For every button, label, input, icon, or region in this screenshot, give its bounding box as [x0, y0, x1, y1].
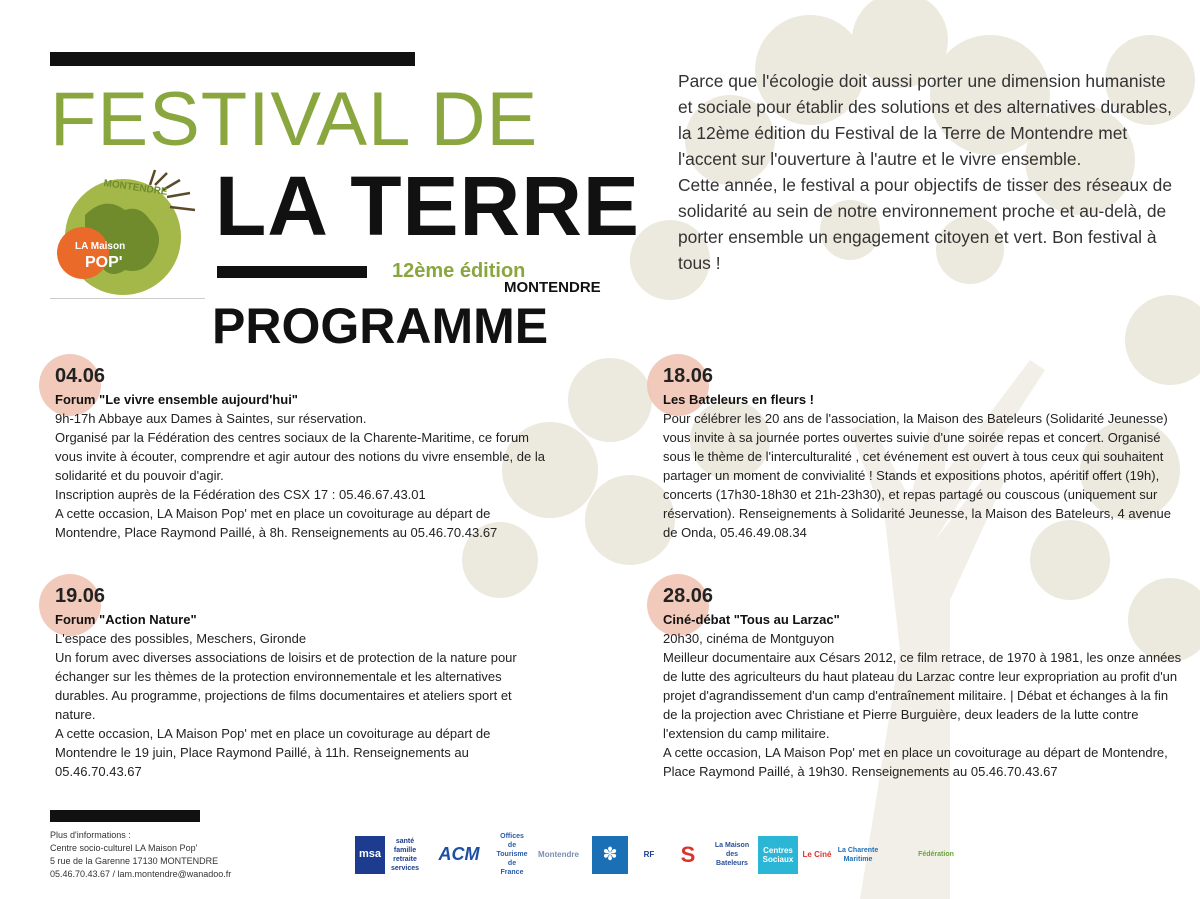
- title-festival-de: FESTIVAL DE: [50, 77, 539, 162]
- event-card: [663, 364, 1183, 542]
- event-line: Meilleur documentaire aux Césars 2012, ce film retrace, de 1970 à 1981, les onze années de lutte des agriculteurs du haut plateau du Larzac contre leur expropriation au profit d'un projet d'agrandissement d'un camp d'entraînement militaire. | Débat et échanges à la fin de la projection avec Christiane et Pierre Burguière, deux leaders de la lutte contre l'extension du camp militaire.: [663, 650, 1182, 741]
- intro-paragraph-2: Cette année, le festival a pour objectifs de tisser des réseaux de solidarité au sein de notre environnement proche et au-delà, de porter ensemble un engagement citoyen et vert. Bon festival à tous !: [678, 175, 1172, 273]
- top-decorative-bar: [50, 52, 415, 66]
- logo-badge-line1: LA Maison: [75, 241, 126, 252]
- republique-logo: RF: [643, 850, 655, 859]
- contact-heading: Plus d'informations :: [50, 830, 131, 840]
- event-line: Un forum avec diverses associations de loisirs et de protection de la nature pour échanger sur les thèmes de la protection environnementale et les alternatives durables. Au programme, projections de films documentaires et ateliers sport et nature.: [55, 650, 517, 722]
- event-description: [55, 629, 555, 781]
- event-title: Forum "Le vivre ensemble aujourd'hui": [55, 392, 298, 407]
- montendre-logo: Montendre: [538, 850, 579, 859]
- event-line: A cette occasion, LA Maison Pop' met en place un covoiturage au départ de Montendre, Place Raymond Paillé, à 19h30. Renseignements au 05.46.70.43.67: [663, 745, 1168, 779]
- intro-text: [678, 68, 1178, 276]
- event-title: Ciné-débat "Tous au Larzac": [663, 612, 840, 627]
- event-date: 04.06: [55, 365, 106, 387]
- contact-phone-email: 05.46.70.43.67 / lam.montendre@wanadoo.fr: [50, 869, 232, 879]
- saintonge-logo: S: [680, 842, 696, 867]
- title-la-terre: LA TERRE: [215, 159, 640, 253]
- contact-address: 5 rue de la Garenne 17130 MONTENDRE: [50, 856, 219, 866]
- event-description: [55, 409, 555, 542]
- event-card: [55, 364, 555, 542]
- partner-logos: [355, 832, 986, 877]
- event-card: [663, 584, 1183, 781]
- msa-logo: msa: [355, 836, 385, 874]
- event-line: 9h-17h Abbaye aux Dames à Saintes, sur réservation.: [55, 411, 367, 426]
- event-date: 18.06: [663, 365, 714, 387]
- logo-underline: [50, 298, 205, 299]
- centres-sociaux-logo: Centres Sociaux: [758, 836, 798, 874]
- event-line: A cette occasion, LA Maison Pop' met en place un covoiturage au départ de Montendre, Place Raymond Paillé, à 8h. Renseignements au 05.46.70.43.67: [55, 506, 498, 540]
- event-title: Les Bateleurs en fleurs !: [663, 392, 814, 407]
- city-label: MONTENDRE: [504, 279, 601, 296]
- event-line: Inscription auprès de la Fédération des CSX 17 : 05.46.67.43.01: [55, 487, 426, 502]
- logo-ring-text: MONTENDRE: [102, 178, 169, 198]
- event-description: [663, 629, 1183, 781]
- event-line: Pour célébrer les 20 ans de l'association, la Maison des Bateleurs (Solidarité Jeunesse) vous invite à sa journée portes ouvertes suivie d'une soirée repas et concert. Organisé sous le thème de l'interculturalité , cet événement est ouvert à tous ceux qui souhaitent partager un moment de convivialité ! Stands et expositions photos, apéritif offert (19h), concerts (17h30-18h30 et 21h-23h30), et repas partagé ou couscous (uniquement sur réservation). Renseignements à Solidarité Jeunesse, la Maison des Bateleurs, 4 avenue de Onda, 05.46.49.08.34: [663, 411, 1172, 540]
- caf-logo: ✽: [592, 836, 628, 874]
- maison-pop-logo: [55, 165, 205, 300]
- event-title: Forum "Action Nature": [55, 612, 197, 627]
- event-date: 19.06: [55, 585, 106, 607]
- federation-logo: Fédération: [918, 851, 954, 858]
- middle-decorative-bar: [217, 266, 367, 278]
- event-line: 20h30, cinéma de Montguyon: [663, 631, 835, 646]
- acm-logo: ACM: [438, 844, 480, 864]
- contact-organisation: Centre socio-culturel LA Maison Pop': [50, 843, 198, 853]
- event-line: L'espace des possibles, Meschers, Gironde: [55, 631, 307, 646]
- event-line: Organisé par la Fédération des centres sociaux de la Charente-Maritime, ce forum vous invite à écouter, comprendre et agir autour des notions du vivre ensemble, de la solidarité et du pouvoir d'agir.: [55, 430, 545, 483]
- offices-tourisme-logo: Offices de Tourisme de France: [496, 833, 528, 876]
- intro-paragraph-1: Parce que l'écologie doit aussi porter une dimension humaniste et sociale pour établir des solutions et des alternatives durables, la 12ème édition du Festival de la Terre de Montendre met l'accent sur l'ouverture à l'autre et le vivre ensemble.: [678, 71, 1172, 169]
- cinema-logo: Le Ciné: [802, 850, 832, 859]
- edition-label: 12ème édition: [392, 260, 526, 282]
- charente-maritime-logo: La Charente Maritime: [837, 846, 879, 863]
- contact-info: [50, 829, 260, 881]
- event-line: A cette occasion, LA Maison Pop' met en place un covoiturage au départ de Montendre le 19 juin, Place Raymond Paillé, à 11h. Renseignements au 05.46.70.43.67: [55, 726, 491, 779]
- event-description: [663, 409, 1183, 542]
- programme-title: PROGRAMME: [212, 298, 549, 354]
- maison-bateleurs-logo: La Maison des Bateleurs: [714, 842, 750, 867]
- msa-caption: santé famille retraite services: [390, 837, 420, 872]
- event-date: 28.06: [663, 585, 714, 607]
- logo-badge-line2: POP': [85, 254, 123, 271]
- event-card: [55, 584, 555, 781]
- bottom-decorative-bar: [50, 810, 200, 822]
